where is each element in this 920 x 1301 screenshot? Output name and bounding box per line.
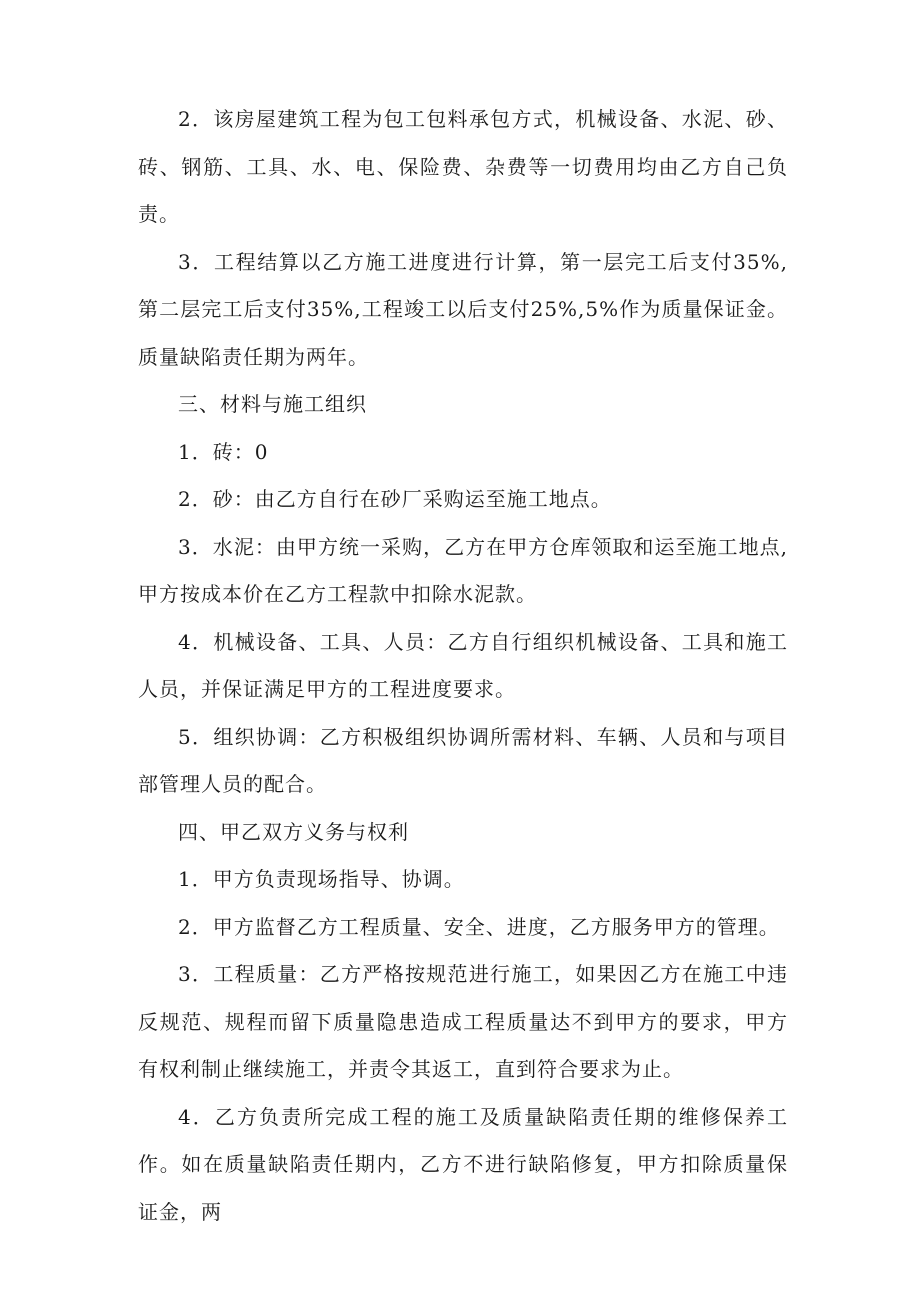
obligations-item-4: 4．乙方负责所完成工程的施工及质量缺陷责任期的维修保养工作。如在质量缺陷责任期内，乙方不进行缺陷修复，甲方扣除质量保证金，两 (138, 1104, 788, 1224)
document-body (138, 96, 788, 1236)
section-heading-materials: 三、材料与施工组织 (178, 392, 367, 416)
materials-item-coordination: 5．组织协调：乙方积极组织协调所需材料、车辆、人员和与项目部管理人员的配合。 (138, 724, 788, 796)
clause-2-contract-method: 2．该房屋建筑工程为包工包料承包方式，机械设备、水泥、砂、砖、钢筋、工具、水、电、保险费、杂费等一切费用均由乙方自己负责。 (138, 107, 788, 226)
materials-item-cement: 3．水泥：由甲方统一采购，乙方在甲方仓库领取和运至施工地点,甲方按成本价在乙方工程款中扣除水泥款。 (138, 534, 788, 606)
materials-item-equipment: 4．机械设备、工具、人员：乙方自行组织机械设备、工具和施工人员，并保证满足甲方的工程进度要求。 (138, 629, 788, 701)
materials-item-brick: 1．砖：0 (178, 439, 269, 464)
obligations-item-3: 3．工程质量：乙方严格按规范进行施工，如果因乙方在施工中违反规范、规程而留下质量隐患造成工程质量达不到甲方的要求，甲方有权利制止继续施工，并责令其返工，直到符合要求为止。 (138, 962, 788, 1081)
obligations-item-2: 2．甲方监督乙方工程质量、安全、进度，乙方服务甲方的管理。 (178, 914, 780, 939)
materials-item-sand: 2．砂：由乙方自行在砂厂采购运至施工地点。 (178, 487, 612, 511)
section-heading-obligations: 四、甲乙双方义务与权利 (178, 819, 409, 844)
clause-3-settlement: 3．工程结算以乙方施工进度进行计算，第一层完工后支付35%,第二层完工后支付35%,工程竣工以后支付25%,5%作为质量保证金。质量缺陷责任期为两年。 (138, 249, 788, 369)
obligations-item-1: 1．甲方负责现场指导、协调。 (178, 867, 465, 891)
